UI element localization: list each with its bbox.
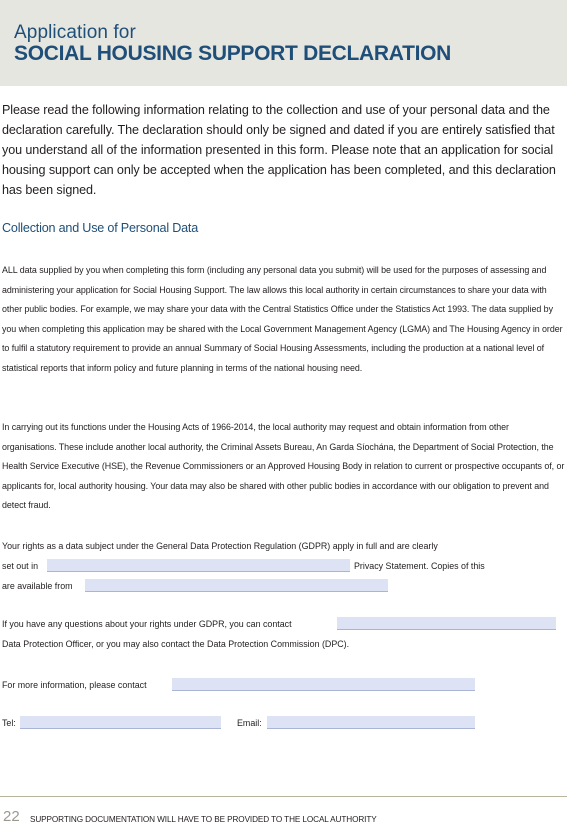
email-field[interactable]: [267, 716, 475, 729]
page-number: 22: [3, 808, 20, 825]
more-info-label: For more information, please contact: [2, 680, 147, 690]
intro-paragraph: Please read the following information relating to the collection and use of your personal data and the declaration carefully. The declaration should only be signed and dated if you are entirely satisfied that you understand all of the information presented in this form. Please note that an application for social housing support can only be accepted when the application has been completed, and this declaration has been signed.: [2, 103, 556, 197]
authority-name-field[interactable]: [47, 559, 350, 572]
rights-text: Your rights as a data subject under the General Data Protection Regulation (GDPR) apply in full and are clearly: [2, 541, 438, 551]
data-sharing-paragraph: In carrying out its functions under the Housing Acts of 1966-2014, the local authority may request and obtain information from other organisations. These include another local authority, the Criminal Assets Bureau, An Garda Síochána, the Department of Social Protection, the Health Service Executive (HSE), the Revenue Commissioners or an Approved Housing Body in relation to current or prospective occupants of, or applicants for, local authority housing. Your data may also be shared with other public bodies in accordance with our obligation to prevent and detect fraud.: [2, 422, 565, 511]
available-from-label: are available from: [2, 581, 73, 591]
questions-text: If you have any questions about your rights under GDPR, you can contact: [2, 619, 292, 629]
privacy-statement-label: Privacy Statement. Copies of this: [354, 561, 485, 571]
dpo-contact-field[interactable]: [337, 617, 556, 630]
dpo-text: Data Protection Officer, or you may also contact the Data Protection Commission (DPC).: [2, 639, 350, 649]
footer-text: SUPPORTING DOCUMENTATION WILL HAVE TO BE PROVIDED TO THE LOCAL AUTHORITY: [30, 815, 377, 824]
section-heading: Collection and Use of Personal Data: [2, 221, 199, 235]
title-line-1: Application for: [14, 22, 136, 43]
contact-field[interactable]: [172, 678, 475, 691]
set-out-label: set out in: [2, 561, 39, 571]
header-banner: [0, 0, 567, 86]
copies-location-field[interactable]: [85, 579, 388, 592]
tel-label: Tel:: [2, 718, 16, 728]
data-use-paragraph: ALL data supplied by you when completing this form (including any personal data you submit) will be used for the purposes of assessing and administering your application for Social Housing Support. The law allows this local authority in certain circumstances to share your data with other public bodies. For example, we may share your data with the Central Statistics Office under the Statistics Act 1993. The data supplied by you when completing this application may be shared with the Local Government Management Agency (LGMA) and The Housing Agency in order to fulfil a statutory requirement to provide an annual Summary of Social Housing Assessments, including the production at a national level of statistical reports that inform policy and future planning in terms of the national housing need.: [2, 265, 563, 373]
email-label: Email:: [237, 718, 262, 728]
footer-divider: [0, 796, 567, 797]
page-title: SOCIAL HOUSING SUPPORT DECLARATION: [14, 42, 452, 65]
tel-field[interactable]: [20, 716, 221, 729]
